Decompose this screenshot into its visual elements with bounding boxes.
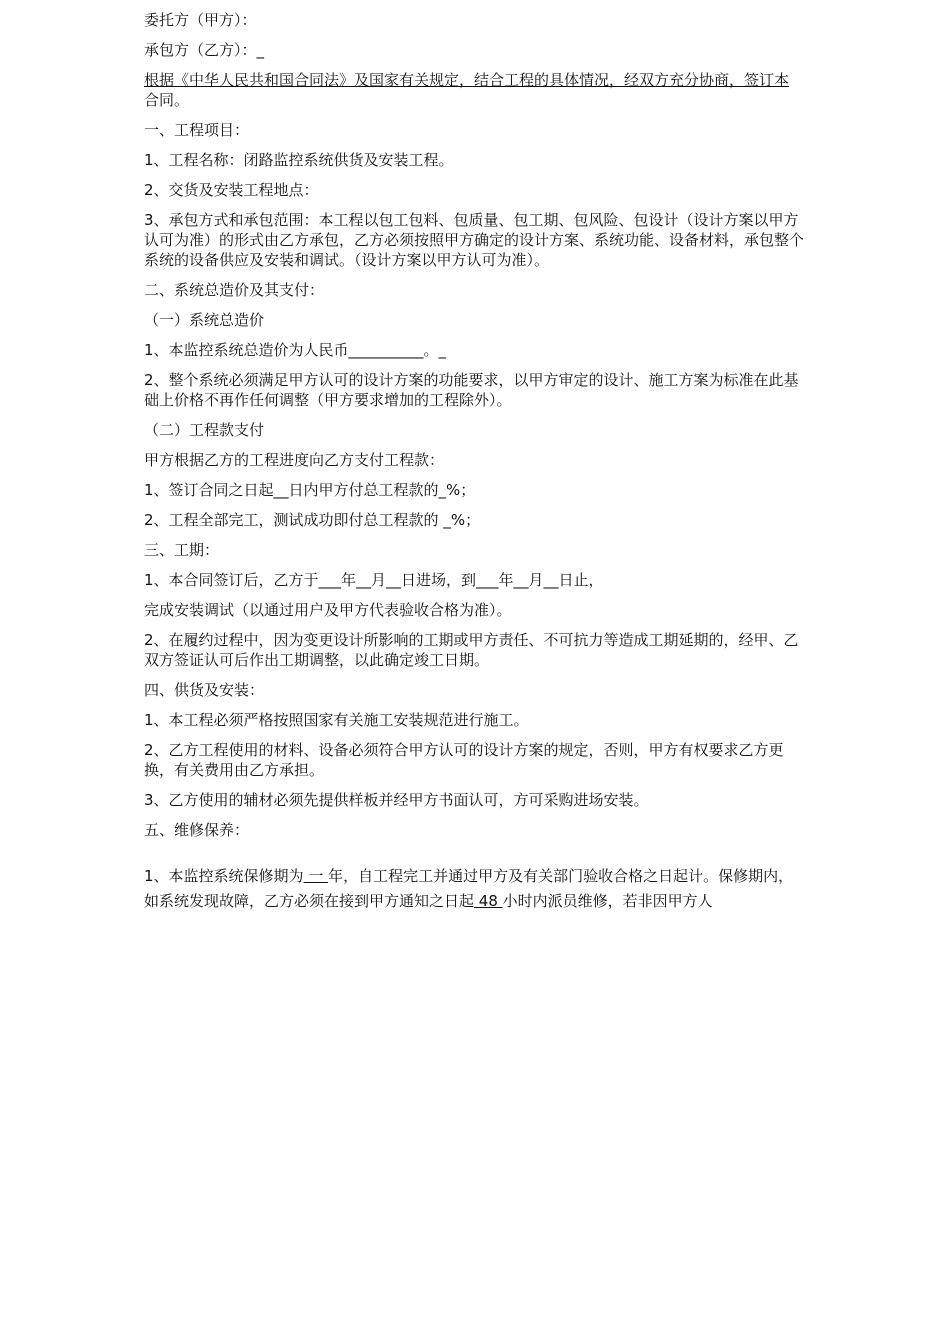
- supply-item-1: 1、本工程必须严格按照国家有关施工安装规范进行施工。: [144, 711, 529, 729]
- preamble-line-1: 根据《中华人民共和国合同法》及国家有关规定，结合工程的具体情况，经双方充分协商，签订本: [144, 71, 790, 89]
- section-1-title: 一、工程项目：: [144, 121, 250, 139]
- warranty-text-b: 年，自工程完工并通过甲方及有关部门验收合格之日起计。保修期内，如系统发现故障，乙方必须在接到甲方通知之日起: [144, 867, 794, 910]
- client-line: 委托方（甲方）：: [144, 11, 257, 29]
- response-hours: 48: [474, 892, 503, 910]
- warranty-years: 一: [303, 867, 329, 885]
- section-2-title: 二、系统总造价及其支付：: [144, 281, 325, 299]
- payment-item-2: 2、工程全部完工，测试成功即付总工程款的 _%；: [144, 511, 481, 529]
- payment-item-1: 1、签订合同之日起__日内甲方付总工程款的_%；: [144, 481, 476, 499]
- schedule-item-1-cont: 完成安装调试（以通过用户及甲方代表验收合格为准）。: [144, 601, 512, 619]
- total-price-item: 1、本监控系统总造价为人民币__________。_: [144, 341, 447, 359]
- contract-scope: 3、承包方式和承包范围：本工程以包工包料、包质量、包工期、包风险、包设计（设计方案以甲方认可为准）的形式由乙方承包，乙方必须按照甲方确定的设计方案、系统功能、设备材料，承包整个系统的设备供应及安装和调试。（设计方案以甲方认可为准）。: [144, 211, 805, 269]
- contractor-line: 承包方（乙方）：_: [144, 41, 265, 59]
- schedule-item-2: 2、在履约过程中，因为变更设计所影响的工期或甲方责任、不可抗力等造成工期延期的，经甲、乙双方签证认可后作出工期调整，以此确定竣工日期。: [144, 631, 799, 669]
- payment-intro: 甲方根据乙方的工程进度向乙方支付工程款：: [144, 451, 445, 469]
- section-5-title: 五、维修保养：: [144, 821, 250, 839]
- supply-item-3: 3、乙方使用的辅材必须先提供样板并经甲方书面认可，方可采购进场安装。: [144, 791, 649, 809]
- project-name: 1、工程名称：闭路监控系统供货及安装工程。: [144, 151, 454, 169]
- project-location: 2、交货及安装工程地点：: [144, 181, 319, 199]
- warranty-text-c: 小时内派员维修，若非因甲方人: [502, 892, 713, 910]
- warranty-text-a: 1、本监控系统保修期为: [144, 867, 304, 885]
- subsection-total-price: （一）系统总造价: [144, 311, 265, 329]
- price-fixed-item: 2、整个系统必须满足甲方认可的设计方案的功能要求，以甲方审定的设计、施工方案为标准在此基础上价格不再作任何调整（甲方要求增加的工程除外）。: [144, 371, 799, 409]
- supply-item-2: 2、乙方工程使用的材料、设备必须符合甲方认可的设计方案的规定，否则，甲方有权要求乙方更换，有关费用由乙方承担。: [144, 741, 784, 779]
- contract-document: [144, 0, 808, 914]
- subsection-payment: （二）工程款支付: [144, 421, 265, 439]
- preamble-line-2: 合同。: [144, 91, 190, 109]
- schedule-item-1: 1、本合同签订后，乙方于___年__月__日进场，到___年__月__日止，: [144, 571, 604, 589]
- section-4-title: 四、供货及安装：: [144, 681, 265, 699]
- warranty-item-1: [144, 864, 808, 914]
- preamble: [144, 70, 808, 110]
- section-3-title: 三、工期：: [144, 541, 220, 559]
